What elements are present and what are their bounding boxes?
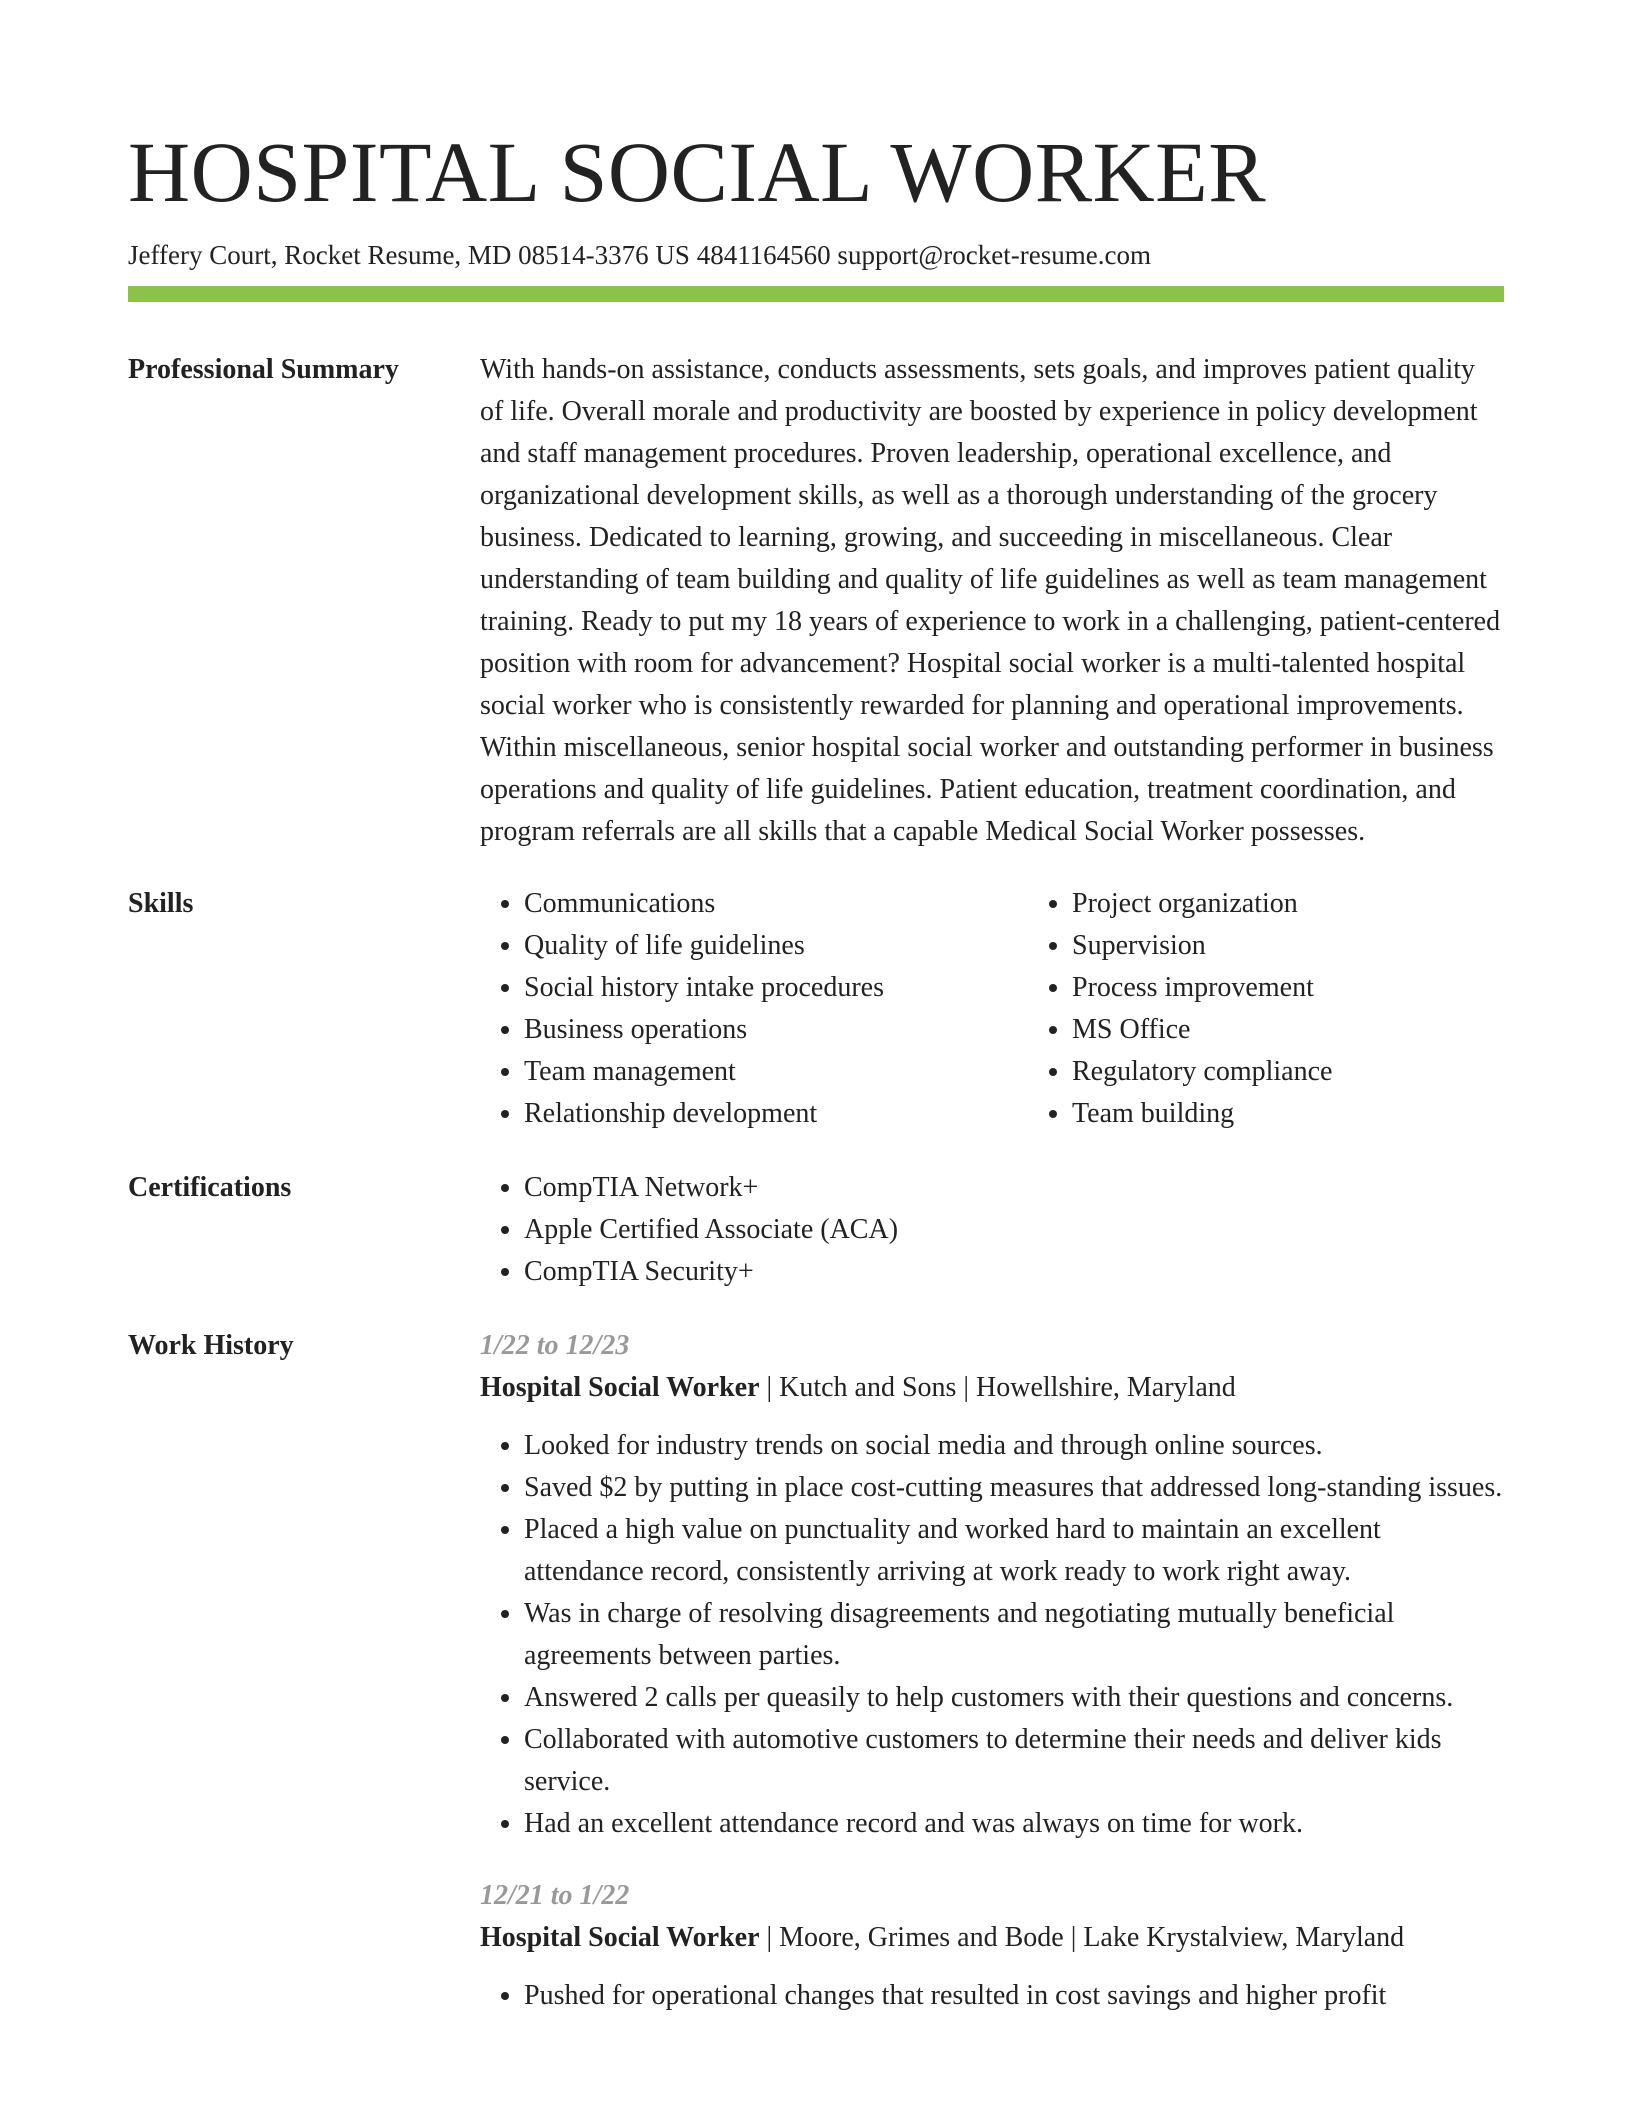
contact-line: Jeffery Court, Rocket Resume, MD 08514-3376 US 4841164560 support@rocket-resume.com [128, 240, 1151, 270]
job-bullet: • Was in charge of resolving disagreements and negotiating mutually beneficial agreements between parties. [524, 1593, 1504, 1677]
skill-item: • Supervision [1072, 925, 1576, 967]
skills-list-left [480, 883, 1028, 1135]
skill-item: • Quality of life guidelines [524, 925, 1028, 967]
skill-item: • Project organization [1072, 883, 1576, 925]
skill-item: • Communications [524, 883, 1028, 925]
skill-item: • Regulatory compliance [1072, 1051, 1576, 1093]
resume-title: HOSPITAL SOCIAL WORKER [128, 124, 1267, 220]
job-title: Hospital Social Worker [480, 1922, 760, 1953]
skill-item: • Team building [1072, 1093, 1576, 1135]
job-bullets [480, 1425, 1504, 1845]
skill-item: • Relationship development [524, 1093, 1028, 1135]
job-details: | Kutch and Sons | Howellshire, Maryland [759, 1372, 1236, 1403]
header-divider [128, 286, 1504, 302]
skill-item: • Social history intake procedures [524, 967, 1028, 1009]
job-bullet: • Collaborated with automotive customers to determine their needs and deliver kids service. [524, 1719, 1504, 1803]
certification-item: • Apple Certified Associate (ACA) [524, 1209, 1504, 1251]
job-entry [480, 1875, 1504, 2017]
job-heading [480, 1917, 1504, 1959]
skill-item: • Team management [524, 1051, 1028, 1093]
job-bullet: • Answered 2 calls per queasily to help customers with their questions and concerns. [524, 1677, 1504, 1719]
job-bullet: • Placed a high value on punctuality and worked hard to maintain an excellent attendance record, consistently arriving at work ready to work right away. [524, 1509, 1504, 1593]
resume-content [128, 349, 1504, 2017]
section-label-skills: Skills [128, 888, 194, 919]
job-bullet: • Pushed for operational changes that resulted in cost savings and higher profit [524, 1975, 1504, 2017]
job-details: | Moore, Grimes and Bode | Lake Krystalview, Maryland [759, 1922, 1405, 1953]
job-dates: 1/22 to 12/23 [480, 1330, 630, 1361]
skills-list-right [1028, 883, 1576, 1135]
skill-item: • MS Office [1072, 1009, 1576, 1051]
certification-item: • CompTIA Security+ [524, 1251, 1504, 1293]
skills-section [128, 883, 1504, 1135]
skill-item: • Process improvement [1072, 967, 1576, 1009]
job-bullet: • Looked for industry trends on social media and through online sources. [524, 1425, 1504, 1467]
job-bullet: • Had an excellent attendance record and was always on time for work. [524, 1803, 1504, 1845]
skill-item: • Business operations [524, 1009, 1028, 1051]
job-title: Hospital Social Worker [480, 1372, 760, 1403]
job-bullets [480, 1975, 1504, 2017]
section-label-work-history: Work History [128, 1330, 294, 1361]
work-history-section [128, 1325, 1504, 2017]
certifications-list [480, 1167, 1504, 1293]
section-label-summary: Professional Summary [128, 354, 399, 385]
summary-text: With hands-on assistance, conducts assessments, sets goals, and improves patient quality of life. Overall morale and productivity are boosted by experience in policy development and staff management procedures. Proven leadership, operational excellence, and organizational development skills, as well as a thorough understanding of the grocery business. Dedicated to learning, growing, and succeeding in miscellaneous. Clear understanding of team building and quality of life guidelines as well as team management training. Ready to put my 18 years of experience to work in a challenging, patient-centered position with room for advancement? Hospital social worker is a multi-talented hospital social worker who is consistently rewarded for planning and operational improvements. Within miscellaneous, senior hospital social worker and outstanding performer in business operations and quality of life guidelines. Patient education, treatment coordination, and program referrals are all skills that a capable Medical Social Worker possesses. [480, 354, 1501, 847]
job-dates: 12/21 to 1/22 [480, 1880, 630, 1911]
certifications-section [128, 1167, 1504, 1293]
job-heading [480, 1367, 1504, 1409]
job-bullet: • Saved $2 by putting in place cost-cutting measures that addressed long-standing issues. [524, 1467, 1504, 1509]
resume-header [128, 118, 1504, 272]
section-label-certifications: Certifications [128, 1172, 292, 1203]
certification-item: • CompTIA Network+ [524, 1167, 1504, 1209]
job-entry [480, 1325, 1504, 1845]
summary-section [128, 349, 1504, 853]
